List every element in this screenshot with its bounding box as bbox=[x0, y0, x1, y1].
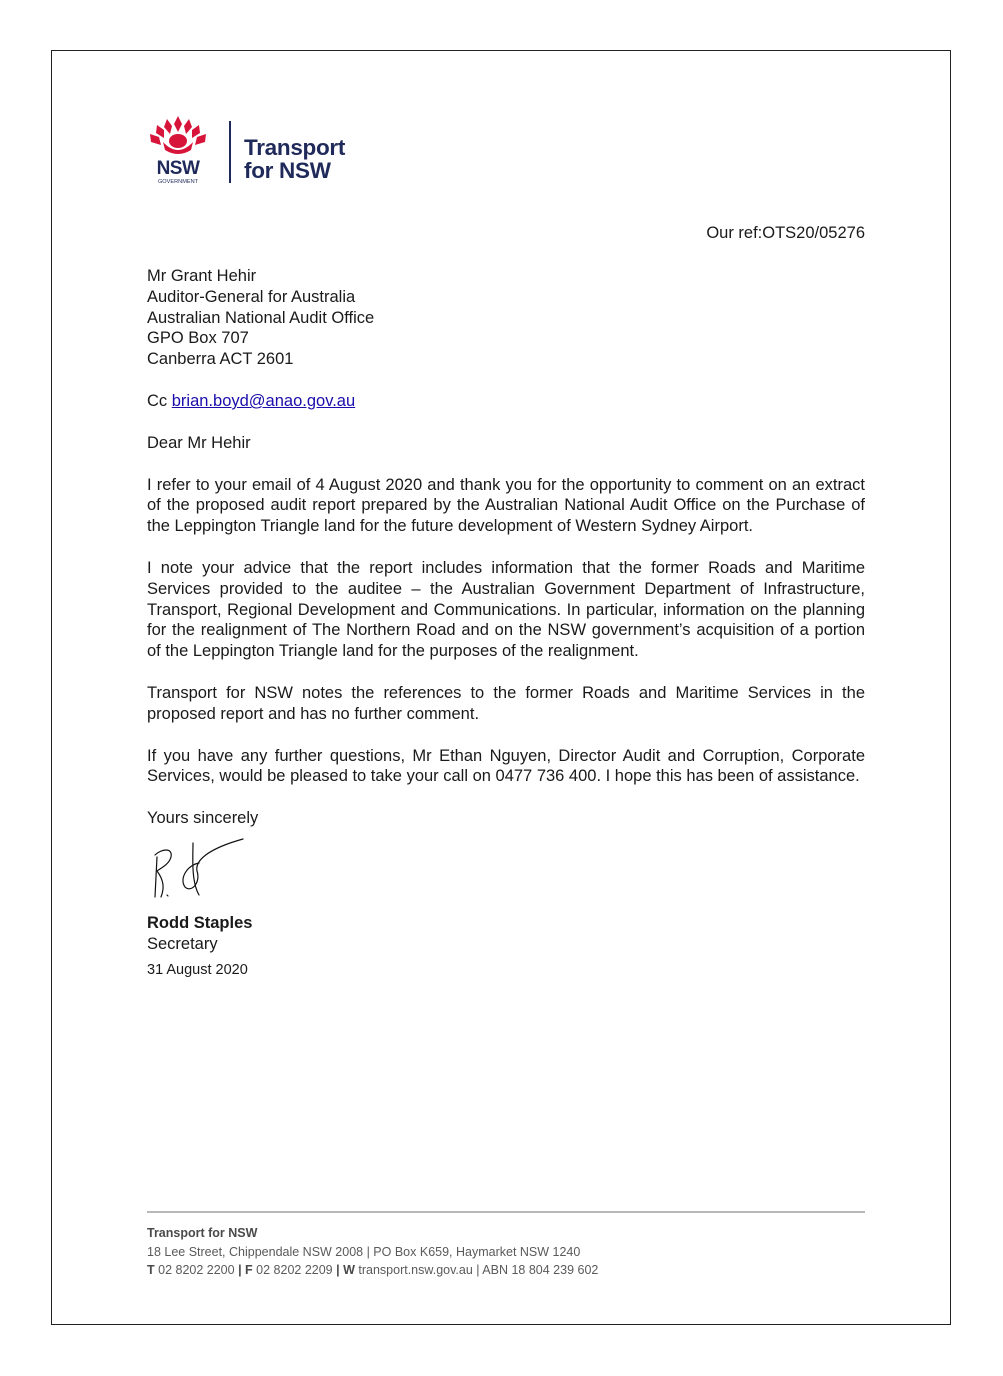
paragraph-2: I note your advice that the report includes information that the former Roads and Maritime Services provided to the auditee – the Australian Government Department of Infrastructure, Transport, Regional Development and Communications. In particular, information on the planning for the realignment of The Northern Road and on the NSW government’s acquisition of a portion of the Leppington Triangle land for the purposes of the realignment. bbox=[147, 558, 865, 661]
nsw-waratah-logo bbox=[145, 114, 211, 186]
footer-org: Transport for NSW bbox=[147, 1226, 258, 1240]
svg-text:NSW: NSW bbox=[156, 158, 200, 179]
signatory-title: Secretary bbox=[147, 934, 218, 953]
svg-text:GOVERNMENT: GOVERNMENT bbox=[157, 179, 199, 185]
letter-date: 31 August 2020 bbox=[147, 962, 248, 979]
salutation: Dear Mr Hehir bbox=[147, 433, 251, 452]
handwritten-signature bbox=[147, 835, 247, 907]
recipient-name: Mr Grant Hehir bbox=[147, 267, 257, 285]
recipient-box: GPO Box 707 bbox=[147, 329, 249, 348]
cc-email-link[interactable]: brian.boyd@anao.gov.au bbox=[171, 391, 356, 410]
logo-divider bbox=[229, 121, 231, 183]
recipient-address bbox=[147, 266, 865, 370]
transport-for-nsw-logo bbox=[145, 114, 375, 186]
footer-contact: T 02 8202 2200 | F 02 8202 2209 | W transport.nsw.gov.au | ABN 18 804 239 602 bbox=[147, 1263, 599, 1277]
footer bbox=[147, 1211, 865, 1280]
brand-name: Transport for NSW bbox=[244, 135, 346, 183]
recipient-org: Australian National Audit Office bbox=[147, 308, 375, 327]
paragraph-4: If you have any further questions, Mr Ethan Nguyen, Director Audit and Corruption, Corporate Services, would be pleased to take your call on 0477 736 400. I hope this has been of assistance. bbox=[147, 746, 865, 786]
signatory-name: Rodd Staples bbox=[147, 913, 253, 932]
our-reference: Our ref:OTS20/05276 bbox=[706, 224, 865, 242]
recipient-city: Canberra ACT 2601 bbox=[147, 350, 294, 369]
paragraph-1: I refer to your email of 4 August 2020 and thank you for the opportunity to comment on an extract of the proposed audit report prepared by the Australian National Audit Office on the Purchase of the Leppington Triangle land for the future development of Western Sydney Airport. bbox=[147, 475, 865, 536]
footer-address: 18 Lee Street, Chippendale NSW 2008 | PO Box K659, Haymarket NSW 1240 bbox=[147, 1244, 581, 1259]
cc-line: Cc brian.boyd@anao.gov.au bbox=[147, 391, 356, 410]
paragraph-3: Transport for NSW notes the references to the former Roads and Maritime Services in the proposed report and has no further comment. bbox=[147, 683, 865, 723]
footer-divider bbox=[147, 1211, 865, 1213]
letter-body bbox=[147, 266, 865, 981]
recipient-title: Auditor-General for Australia bbox=[147, 287, 356, 306]
closing: Yours sincerely bbox=[147, 809, 259, 828]
